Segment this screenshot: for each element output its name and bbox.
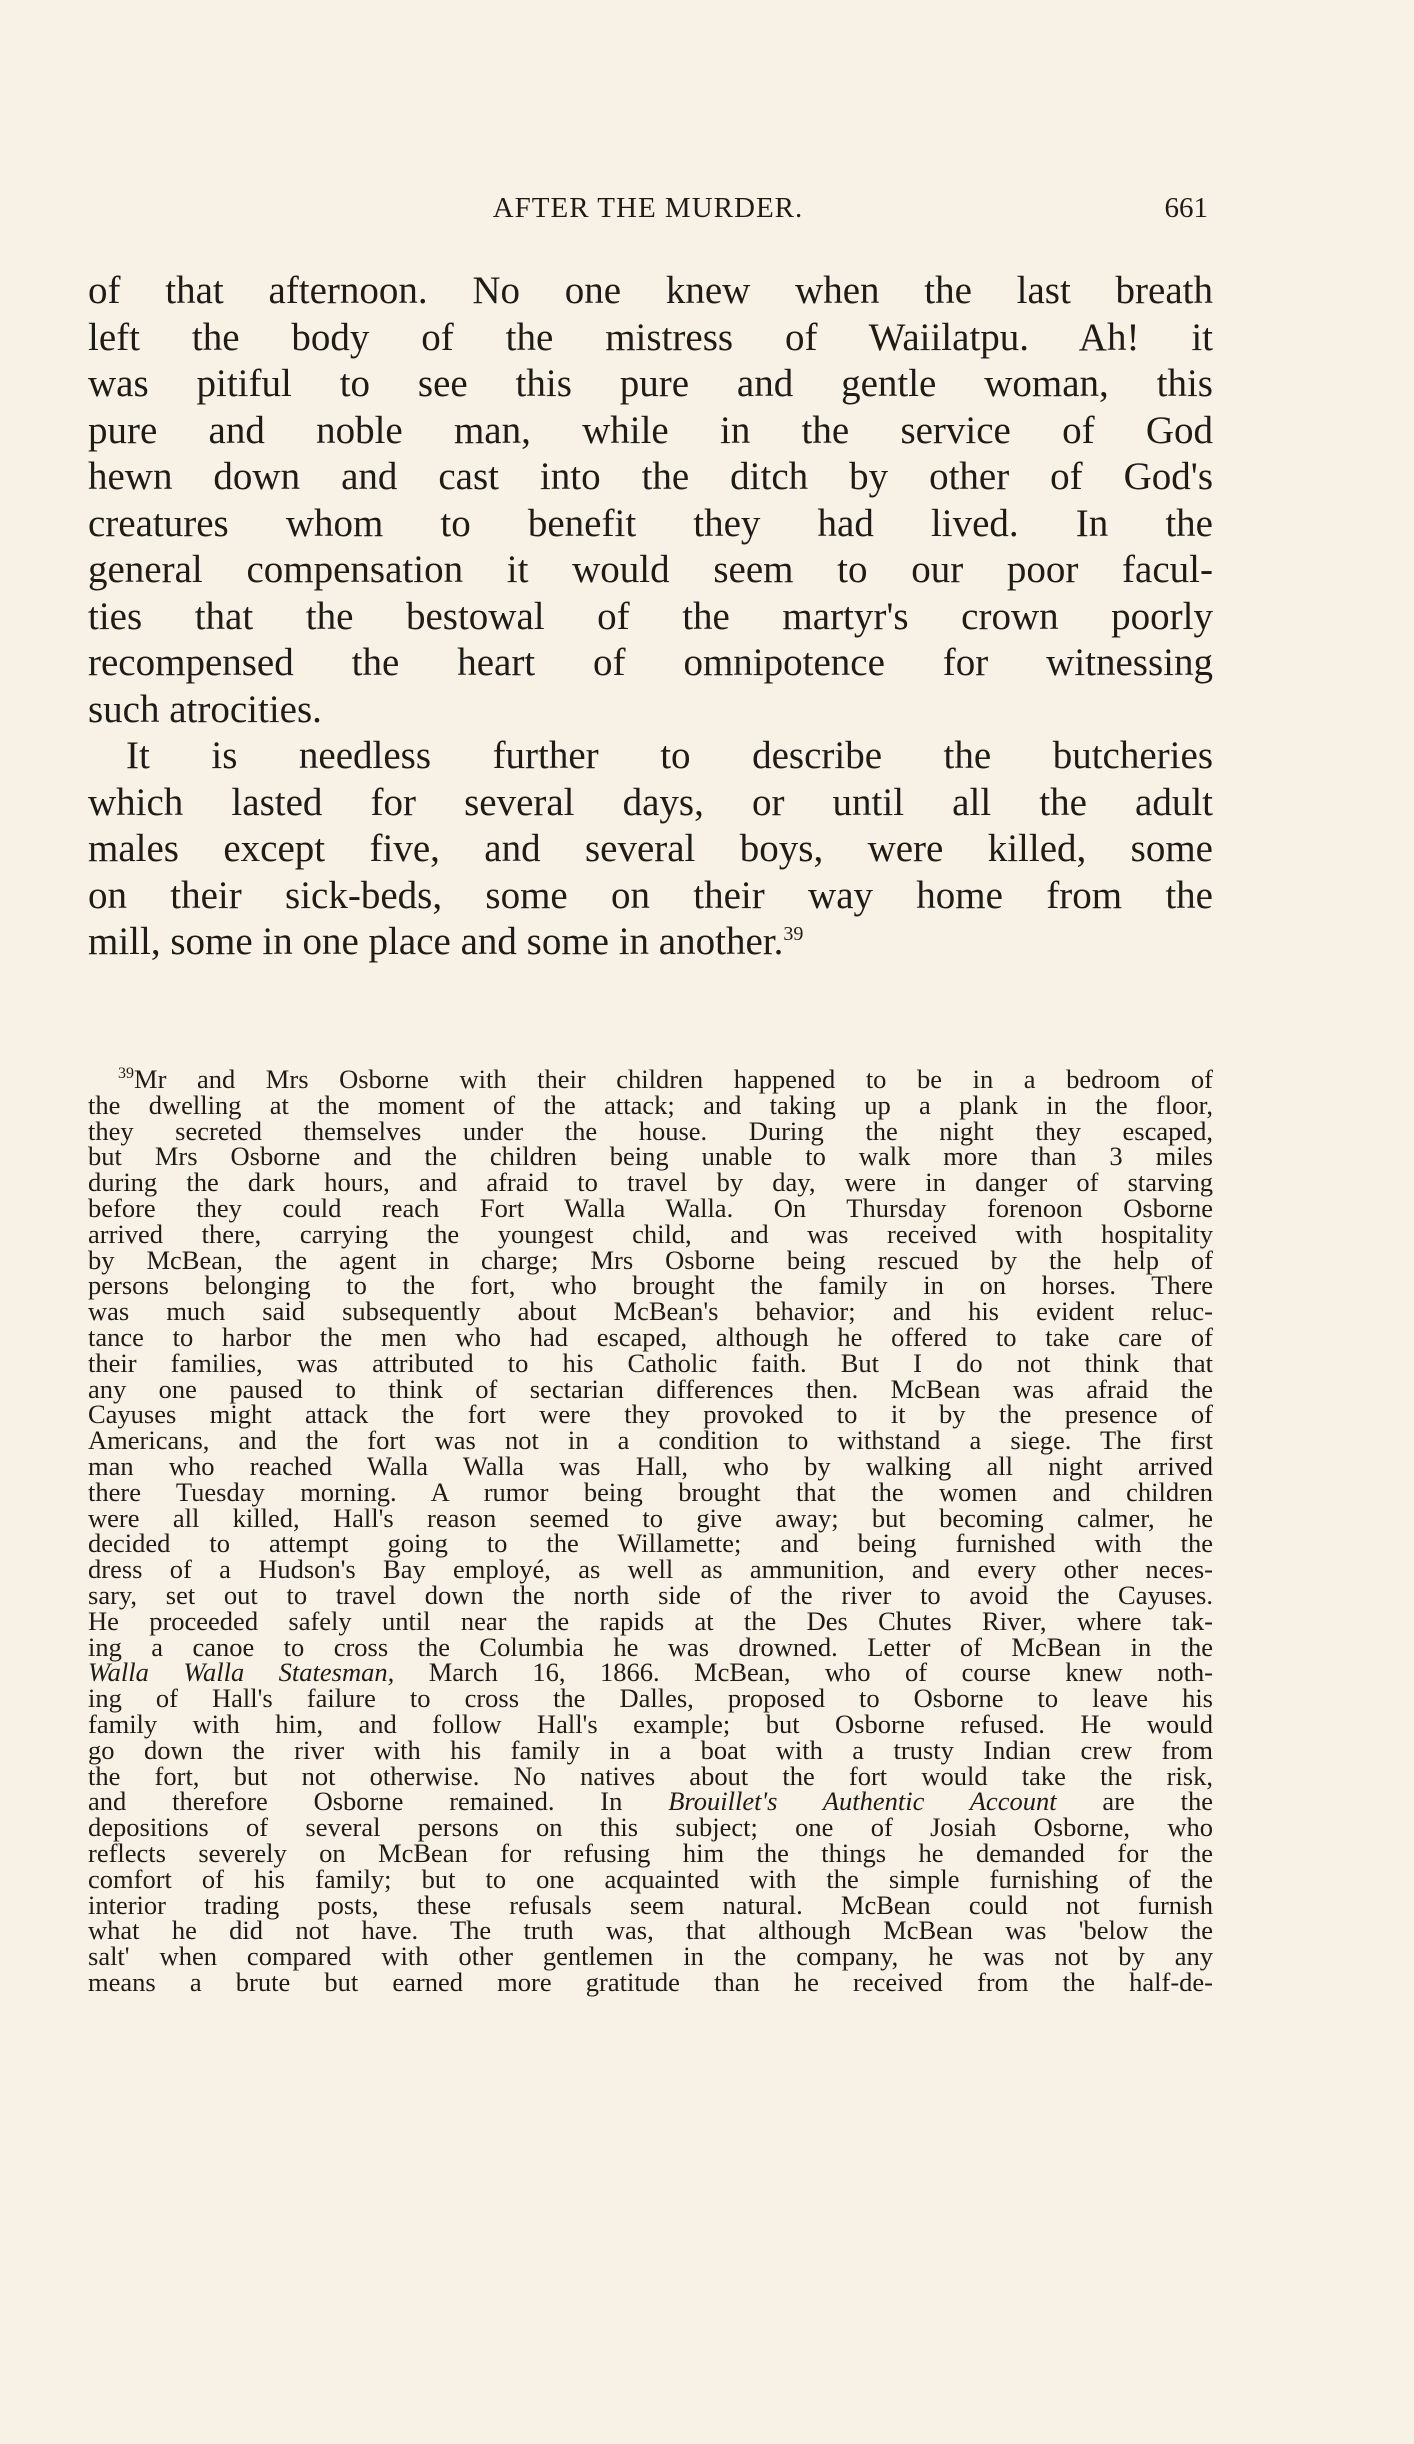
text-line: hewn down and cast into the ditch by other of God's (88, 455, 1213, 498)
page-number: 661 (1164, 192, 1208, 224)
text-line: which lasted for several days, or until all the adult (88, 780, 1213, 824)
running-title: AFTER THE MURDER. (492, 192, 804, 224)
footnote-line: depositions of several persons on this subject; one of Josiah Osborne, who (88, 1812, 1213, 1843)
footnote-line: interior trading posts, these refusals seem natural. McBean could not furnish (88, 1889, 1213, 1920)
footnote-line: by McBean, the agent in charge; Mrs Osborne being rescued by the help of (88, 1244, 1213, 1275)
footnote-line: ing of Hall's failure to cross the Dalles, proposed to Osborne to leave his (88, 1683, 1213, 1714)
footnote-line: the fort, but not otherwise. No natives about the fort would take the risk, (88, 1760, 1213, 1791)
footnote-line: family with him, and follow Hall's example; but Osborne refused. He would (88, 1708, 1213, 1739)
footnote-line: means a brute but earned more gratitude than he received from the half-de- (88, 1966, 1213, 1997)
text-segment: mill, some in one place and some in another. (88, 920, 784, 963)
footnote-line: their families, was attributed to his Catholic faith. But I do not think that (88, 1347, 1213, 1378)
text-line: of that afternoon. No one knew when the last breath (88, 269, 1213, 312)
text-line: such atrocities. (88, 687, 322, 731)
footnote-line: He proceeded safely until near the rapids at the Des Chutes River, where tak- (88, 1605, 1213, 1636)
running-head (88, 192, 1208, 232)
footnote-line: dress of a Hudson's Bay employé, as well as ammunition, and every other neces- (88, 1554, 1213, 1585)
main-text (88, 268, 1213, 966)
text-line: ties that the bestowal of the martyr's crown poorly (88, 594, 1213, 638)
text-line-with-note (88, 919, 1213, 966)
footnote-marker: 39 (118, 1065, 134, 1083)
footnote-line: man who reached Walla Walla was Hall, who by walking all night arrived (88, 1450, 1213, 1481)
footnote-line: sary, set out to travel down the north side of the river to avoid the Cayuses. (88, 1579, 1213, 1610)
footnote-line: there Tuesday morning. A rumor being brought that the women and children (88, 1476, 1213, 1507)
footnote-line: reflects severely on McBean for refusing him the things he demanded for the (88, 1837, 1213, 1868)
footnote-line: persons belonging to the fort, who brought the family in on horses. There (88, 1270, 1213, 1301)
footnote-line: arrived there, carrying the youngest child, and was received with hospitality (88, 1218, 1213, 1249)
book-title: Brouillet's Authentic Account (668, 1786, 1057, 1817)
text-line: males except five, and several boys, were killed, some (88, 827, 1213, 870)
footnote-text: March 16, 1866. McBean, who of course knew noth- (394, 1657, 1214, 1688)
footnote-line: any one paused to think of sectarian differences then. McBean was afraid the (88, 1373, 1213, 1404)
footnote-text: are the (1056, 1786, 1214, 1817)
footnote-reference: 39 (783, 923, 804, 945)
text-line: left the body of the mistress of Waiilatpu. Ah! it (88, 315, 1213, 359)
newspaper-title: Walla Walla Statesman, (88, 1657, 395, 1688)
footnote-line: but Mrs Osborne and the children being unable to walk more than 3 miles (88, 1141, 1213, 1172)
footnote-line: during the dark hours, and afraid to travel by day, were in danger of starving (88, 1167, 1213, 1198)
text-line: general compensation it would seem to our poor facul- (88, 548, 1213, 591)
footnote-line: salt' when compared with other gentlemen in the company, he was not by any (88, 1941, 1213, 1972)
footnote-line: the dwelling at the moment of the attack; and taking up a plank in the floor, (88, 1089, 1213, 1120)
footnote-text: Mr and Mrs Osborne with their children happened to be in a bedroom of (134, 1064, 1213, 1094)
footnote-line (88, 1064, 1213, 1094)
footnote-line: comfort of his family; but to one acquainted with the simple furnishing of the (88, 1863, 1213, 1894)
footnote-line: decided to attempt going to the Willamette; and being furnished with the (88, 1528, 1213, 1559)
footnote-line: what he did not have. The truth was, that although McBean was 'below the (88, 1915, 1213, 1946)
text-line: pure and noble man, while in the service of God (88, 408, 1213, 452)
footnote (88, 1064, 1214, 1997)
footnote-line: Americans, and the fort was not in a condition to withstand a siege. The first (88, 1425, 1213, 1456)
text-line: was pitiful to see this pure and gentle woman, this (88, 362, 1213, 405)
footnote-line: they secreted themselves under the house. During the night they escaped, (88, 1115, 1213, 1146)
footnote-line: were all killed, Hall's reason seemed to give away; but becoming calmer, he (88, 1502, 1213, 1533)
footnote-text: and therefore Osborne remained. In (88, 1786, 669, 1817)
footnote-line: Cayuses might attack the fort were they provoked to it by the presence of (88, 1399, 1213, 1430)
text-line: creatures whom to benefit they had lived. In the (88, 501, 1213, 545)
footnote-line: was much said subsequently about McBean's behavior; and his evident reluc- (88, 1296, 1213, 1327)
footnote-line: before they could reach Fort Walla Walla. On Thursday forenoon Osborne (88, 1192, 1213, 1223)
footnote-line: ing a canoe to cross the Columbia he was drowned. Letter of McBean in the (88, 1631, 1213, 1662)
footnote-line: go down the river with his family in a boat with a trusty Indian crew from (88, 1734, 1213, 1765)
text-line: on their sick-beds, some on their way home from the (88, 873, 1213, 917)
text-line: recompensed the heart of omnipotence for witnessing (88, 641, 1213, 684)
footnote-line: tance to harbor the men who had escaped, although he offered to take care of (88, 1321, 1213, 1352)
text-line: It is needless further to describe the butcheries (126, 734, 1213, 777)
